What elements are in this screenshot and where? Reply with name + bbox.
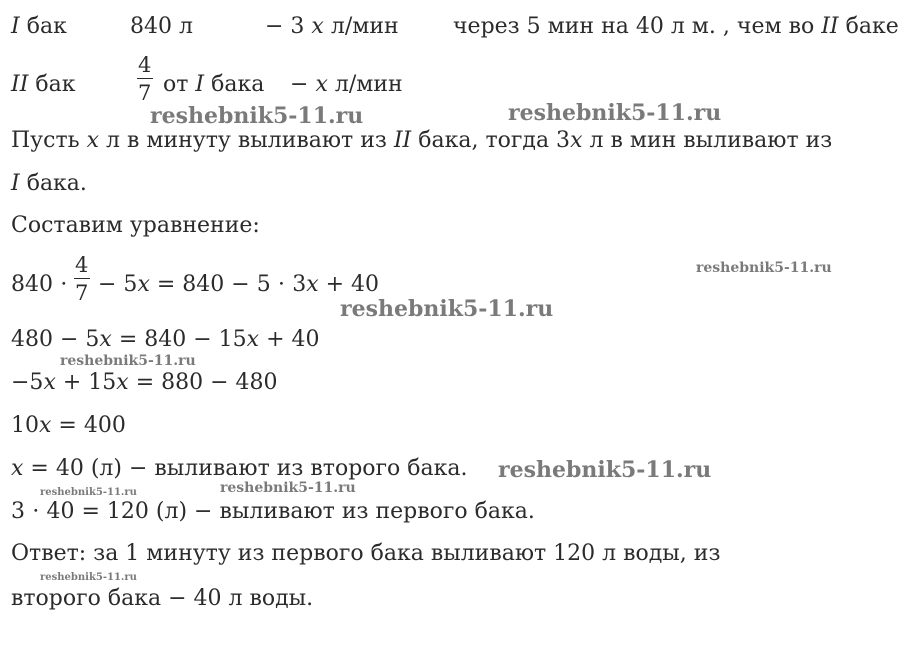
roman-two: II — [11, 72, 29, 97]
tank2-label: бак — [35, 72, 76, 97]
watermark: reshebnik5-11.ru — [220, 480, 356, 496]
equation-4: 10x = 400 — [11, 413, 126, 438]
answer-line-2: второго бака − 40 л воды. — [11, 586, 314, 611]
let-sentence: Пусть x л в минуту выливают из II бака, тогда 3x л в мин выливают из — [11, 128, 833, 153]
roman-one: I — [11, 14, 20, 39]
watermark: reshebnik5-11.ru — [498, 457, 712, 483]
equation-6: 3 ⋅ 40 = 120 (л) − выливают из первого бака. — [11, 499, 535, 524]
fraction-four-sevenths-eq: 4 7 — [75, 253, 89, 305]
equation-5: x = 40 (л) − выливают из второго бака. — [11, 456, 468, 481]
watermark: reshebnik5-11.ru — [40, 487, 137, 498]
watermark: reshebnik5-11.ru — [60, 353, 196, 369]
header-tank1 — [11, 14, 67, 40]
equation-1-right: − 5x = 840 − 5 ⋅ 3x + 40 — [98, 272, 380, 297]
compose-equation: Составим уравнение: — [11, 213, 260, 238]
watermark: reshebnik5-11.ru — [508, 100, 722, 126]
answer-line-1: Ответ: за 1 минуту из первого бака выливают 120 л воды, из — [11, 541, 721, 566]
tank1-label: бак — [26, 14, 67, 39]
let-sentence-end: I бака. — [11, 171, 87, 196]
tank1-volume: 840 л — [130, 14, 193, 39]
tank1-rate: − 3 x л/мин — [265, 14, 399, 39]
fraction-four-sevenths-header: 4 7 — [138, 53, 152, 105]
watermark: reshebnik5-11.ru — [40, 572, 137, 583]
watermark: reshebnik5-11.ru — [150, 103, 364, 129]
tank2-from: от I бака — [163, 72, 265, 97]
watermark: reshebnik5-11.ru — [696, 260, 832, 276]
equation-1-left: 840 ⋅ — [11, 272, 68, 297]
equation-2: 480 − 5x = 840 − 15x + 40 — [11, 327, 320, 352]
header-tank2 — [11, 72, 76, 98]
tank2-rate: − x л/мин — [290, 72, 403, 97]
watermark: reshebnik5-11.ru — [340, 296, 554, 322]
condition-text: через 5 мин на 40 л м. , чем во II баке — [453, 14, 899, 39]
equation-3: −5x + 15x = 880 − 480 — [11, 370, 278, 395]
